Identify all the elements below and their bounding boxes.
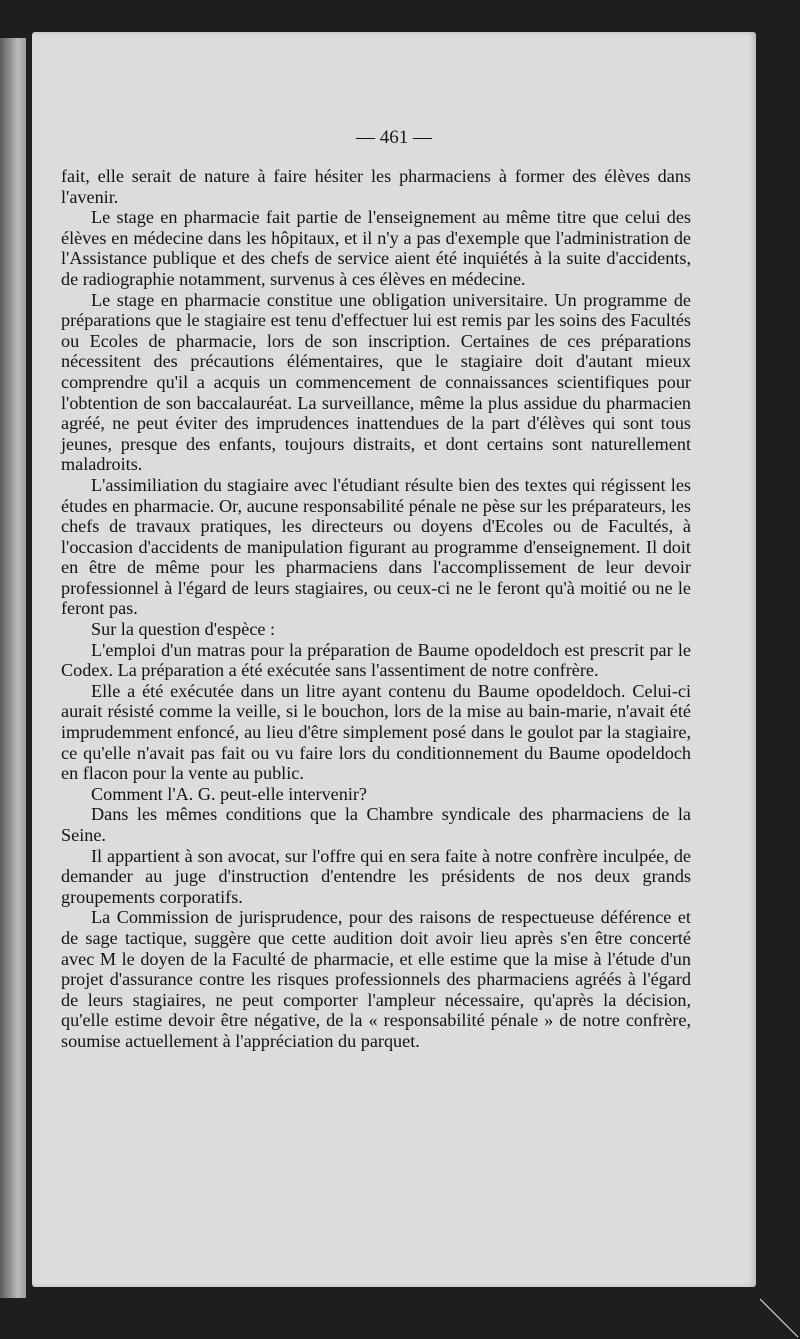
adjacent-page-edge: [0, 38, 26, 1298]
document-page: [32, 32, 756, 1287]
paragraph: Comment l'A. G. peut-elle intervenir?: [91, 783, 368, 804]
paragraph: Le stage en pharmacie fait partie de l'enseignement au même titre que celui des élèves en médecine dans les hôpitaux, et il n'y a pas d'exemple que l'administration de l'Assistance publique et des chefs de service aient été inquiétés à la suite d'accidents, de radiographie notamment, survenus à ces élèves en médecine.: [61, 207, 691, 289]
paragraph: Sur la question d'espèce :: [91, 619, 276, 640]
paragraph: Il appartient à son avocat, sur l'offre qui en sera faite à notre confrère inculpée, de demander au juge d'instruction d'entendre les présidents de nos deux grands groupements corporatifs.: [61, 845, 691, 907]
page-number: — 461 —: [356, 127, 432, 148]
paragraph: fait, elle serait de nature à faire hésiter les pharmaciens à former des élèves dans l'avenir.: [61, 166, 691, 207]
corner-scan-mark: [760, 1279, 800, 1339]
paragraph: Le stage en pharmacie constitue une obligation universitaire. Un programme de préparations que le stagiaire est tenu d'effectuer lui est remis par les soins des Facultés ou Ecoles de pharmacie, lors de son inscription. Certaines de ces préparations nécessitent des précautions élémentaires, que le stagiaire doit d'autant mieux comprendre qu'il a acquis un commencement de connaissances scientifiques pour l'obtention de son baccalauréat. La surveillance, même la plus assidue du pharmacien agréé, ne peut éviter des imprudences inattendues de la part d'élèves qui sont tous jeunes, presque des enfants, toujours distraits, et dont certains sont naturellement maladroits.: [61, 289, 691, 475]
paragraph: L'assimiliation du stagiaire avec l'étudiant résulte bien des textes qui régissent les études en pharmacie. Or, aucune responsabilité pénale ne pèse sur les préparateurs, les chefs de travaux pratiques, les directeurs ou doyens d'Ecoles ou de Facultés, à l'occasion d'accidents de manipulation figurant au programme d'enseignement. Il doit en être de même pour les pharmaciens dans l'accomplissement de leur devoir professionnel à l'égard de leurs stagiaires, ou ceux-ci ne le feront qu'à moitié ou ne le feront pas.: [61, 474, 691, 619]
paragraph: La Commission de jurisprudence, pour des raisons de respectueuse déférence et de sage tactique, suggère que cette audition doit avoir lieu après s'en être concerté avec M le doyen de la Faculté de pharmacie, et elle estime que la mise à l'étude d'un projet d'assurance contre les risques professionnels des pharmaciens agréés à l'égard de leurs stagiaires, ne peut comporter l'ampleur nécessaire, qu'après la décision, qu'elle estime devoir être négative, de la « responsabilité pénale » de notre confrère, soumise actuellement à l'appréciation du parquet.: [61, 907, 691, 1051]
body-text: [61, 166, 691, 1052]
paragraph: Dans les mêmes conditions que la Chambre syndicale des pharmaciens de la Seine.: [61, 804, 691, 845]
paragraph: L'emploi d'un matras pour la préparation de Baume opodeldoch est prescrit par le Codex. La préparation a été exécutée sans l'assentiment de notre confrère.: [61, 639, 691, 681]
paragraph: Elle a été exécutée dans un litre ayant contenu du Baume opodeldoch. Celui-ci aurait résisté comme la veille, si le bouchon, lors de la mise au bain-marie, n'avait été imprudemment enfoncé, au lieu d'être simplement posé dans le goulot par la stagiaire, ce qu'elle n'avait pas fait ou vu faire lors du conditionnement du Baume opodeldoch en flacon pour la vente au public.: [61, 680, 691, 784]
